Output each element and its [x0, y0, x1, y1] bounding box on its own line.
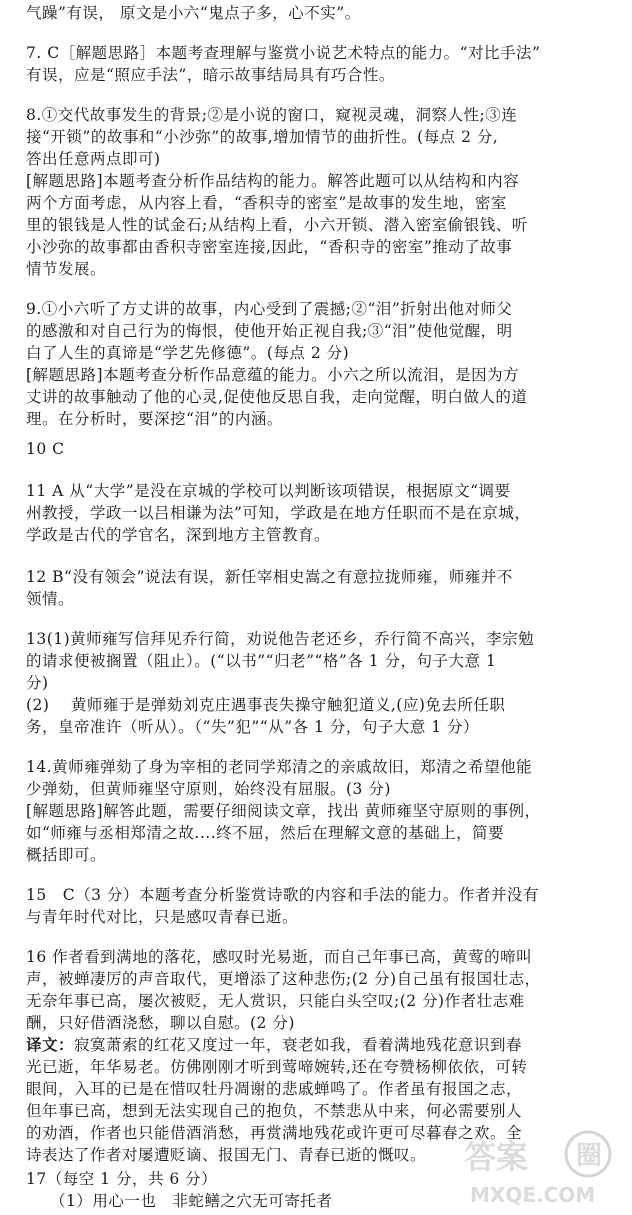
answer-9-line: [解题思路]本题考查分析作品意蕴的能力。小六之所以流泪，是因为方 — [26, 366, 520, 384]
answer-14-line: 14.黄师雍弹劾了身为宰相的老同学郑清之的亲戚故旧，郑清之希望他能 — [26, 758, 533, 776]
translation-line: 光已逝，年华易老。仿佛刚刚才听到莺啼婉转,还在夸赞杨柳依依，可转 — [26, 1058, 528, 1076]
svg-text:MXQE.COM: MXQE.COM — [470, 1183, 596, 1207]
answer-12-line: 12 B“没有领会”说法有误，新任宰相史嵩之有意拉拢师雍，师雍并不 — [26, 568, 513, 586]
answer-17-line: 17（每空 1 分，共 6 分） — [26, 1170, 218, 1188]
answer-13-line: 13(1)黄师雍写信拜见乔行简，劝说他告老还乡，乔行简不高兴，李宗勉 — [26, 630, 535, 648]
answer-15-line: 与青年时代对比，只是感叹青春已逝。 — [26, 908, 299, 926]
watermark-logo — [460, 1118, 620, 1208]
answer-7-line: 有误，应是“照应手法”，暗示故事结局具有巧合性。 — [26, 66, 395, 84]
translation-line: 诗表达了作者对屡遭贬谪、报国无门、青春已逝的慨叹。 — [26, 1146, 427, 1164]
answer-13-line: (2) 黄师雍于是弹劾刘克庄遇事丧失操守触犯道义,(应)免去所任职 — [26, 696, 506, 714]
answer-15-line: 15 C（3 分）本题考查分析鉴赏诗歌的内容和手法的能力。作者并没有 — [26, 886, 539, 904]
answer-14-line: [解题思路]解答此题，需要仔细阅读文章，找出 黄师雍坚守原则的事例， — [26, 802, 541, 820]
answer-14-line: 少弹劾，但黄师雍坚守原则，始终没有屈服。(3 分) — [26, 780, 391, 798]
answer-14-line: 概括即可。 — [26, 846, 107, 864]
svg-text:圈: 圈 — [576, 1141, 603, 1171]
svg-text:答案: 答案 — [464, 1138, 529, 1176]
answer-12-line: 领情。 — [26, 590, 75, 608]
translation-line: 但年事已高，想到无法实现自己的抱负，不禁悲从中来，何必需要别人 — [26, 1102, 523, 1120]
answer-8-line: 小沙弥的故事都由香积寺密室连接,因此，“香积寺的密室”推动了故事 — [26, 238, 513, 256]
answer-16-line: 无奈年事已高，屡次被贬，无人赏识，只能白头空叹;(2 分)作者壮志难 — [26, 992, 525, 1010]
answer-9-line: 理。在分析时，要深挖“泪”的内涵。 — [26, 410, 283, 428]
answer-14-line: 如“师雍与丞相郑清之故....终不屈，然后在理解文意的基础上，简要 — [26, 824, 505, 842]
answer-13-line: 务，皇帝准许（听从）。（“失”犯”“从”各 1 分，句子大意 1 分） — [26, 718, 480, 736]
answer-16-line: 16 作者看到满地的落花，感叹时光易逝，而自己年事已高，黄莺的啼叫 — [26, 948, 533, 966]
answer-8-line: 情节发展。 — [26, 260, 107, 278]
answer-17-line: （1）用心一也 非蛇鳝之穴无可寄托者 — [50, 1192, 333, 1210]
answer-8-line: [解题思路]本题考查分析作品结构的能力。解答此题可以从结构和内容 — [26, 172, 520, 190]
answer-11-line: 学政是古代的学官名，深到地方主管教育。 — [26, 526, 331, 544]
answer-13-line: 分) — [26, 674, 49, 692]
answer-8-line: 答出任意两点即可) — [26, 150, 161, 168]
answer-10-line: 10 C — [26, 440, 65, 458]
answer-13-line: 的请求便被搁置（阻止）。(“以书”“归老”“格”各 1 分，句子大意 1 — [26, 652, 497, 670]
answer-16-line: 声，被蝉凄厉的声音取代，更增添了这种悲伤;(2 分)自己虽有报国壮志， — [26, 970, 541, 988]
answer-11-line: 州教授，学政一以吕相谦为法”可知，学政是在地方任职而不是在京城， — [26, 504, 531, 522]
answer-8-line: 8.①交代故事发生的背景;②是小说的窗口，窥视灵魂，洞察人性;③连 — [26, 106, 518, 124]
answer-9-line: 9.①小六听了方丈讲的故事，内心受到了震撼;②“泪”折射出他对师父 — [26, 300, 513, 318]
answer-9-line: 丈讲的故事触动了他的心灵,促使他反思自我，走向觉醒，明白做人的道 — [26, 388, 528, 406]
translation-line: 眼间，入耳的已是在惜叹牡丹凋谢的悲戚蝉鸣了。作者虽有报国之志， — [26, 1080, 523, 1098]
answer-9-line: 的感激和对自己行为的悔恨，使他开始正视自我;③“泪”使他觉醒，明 — [26, 322, 513, 340]
text-line: 气躁”有误， 原文是小六“鬼点子多，心不实”。 — [26, 4, 361, 22]
answer-9-line: 白了人生的真谛是“学艺先修德”。(每点 2 分) — [26, 344, 350, 362]
answer-11-line: 11 A 从“大学”是没在京城的学校可以判断该项错误，根据原文“调要 — [26, 482, 511, 500]
answer-16-line: 酬，只好借酒浇愁，聊以自慰。(2 分) — [26, 1014, 295, 1032]
translation-line: 译文：寂寞萧索的红花又度过一年，衰老如我，看着满地残花意识到春 — [26, 1035, 523, 1054]
answer-8-line: 接“开锁”的故事和“小沙弥”的故事,增加情节的曲折性。(每点 2 分, — [26, 128, 499, 146]
translation-line: 的劝酒，作者也只能借酒消愁，再赏满地残花或许更可尽暮春之欢。全 — [26, 1124, 523, 1142]
answer-7-line: 7. C［解题思路］本题考查理解与鉴赏小说艺术特点的能力。“对比手法” — [26, 44, 541, 62]
answer-8-line: 两个方面考虑，从内容上看，“香积寺的密室”是故事的发生地，密室 — [26, 194, 507, 212]
answer-8-line: 里的银钱是人性的试金石;从结构上看，小六开锁、潜入密室偷银钱、听 — [26, 216, 528, 234]
translation-label: 译文： — [26, 1035, 75, 1054]
